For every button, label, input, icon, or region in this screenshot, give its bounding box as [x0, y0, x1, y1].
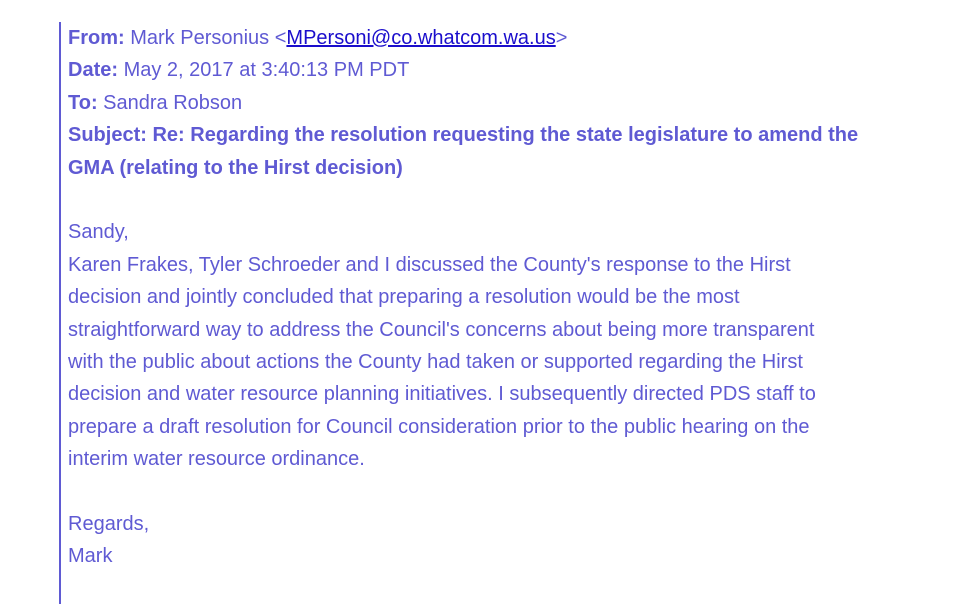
subject-line [68, 119, 908, 184]
body-spacer [68, 476, 928, 508]
from-close-bracket: > [555, 27, 568, 49]
date-line [68, 54, 928, 86]
header-spacer [68, 184, 928, 216]
from-line [68, 22, 928, 54]
from-open-bracket: < [274, 27, 287, 49]
closing: Regards, [68, 513, 150, 536]
quote-bar [59, 22, 61, 604]
body-line: straightforward way to address the Council's concerns about being more transparent [68, 318, 815, 341]
body-line: prepare a draft resolution for Council consideration prior to the public hearing on the [68, 415, 810, 438]
to-label: To: [68, 91, 98, 114]
email-message [68, 22, 928, 573]
subject-value: Re: Regarding the resolution requesting the state legislature to amend the GMA (relating to the Hirst decision) [68, 124, 859, 179]
from-label: From: [68, 27, 125, 49]
signature: Mark [68, 545, 113, 568]
date-label: Date: [68, 59, 119, 82]
body-line: Karen Frakes, Tyler Schroeder and I discussed the County's response to the Hirst [68, 253, 791, 276]
to-value: Sandra Robson [103, 91, 243, 114]
from-name: Mark Personius [130, 27, 270, 49]
body-line: interim water resource ordinance. [68, 448, 365, 471]
greeting: Sandy, [68, 221, 129, 244]
body-line: decision and water resource planning initiatives. I subsequently directed PDS staff to [68, 383, 816, 406]
body-line: decision and jointly concluded that preparing a resolution would be the most [68, 286, 740, 309]
from-email-link[interactable]: MPersoni@co.whatcom.wa.us [286, 27, 556, 49]
to-line [68, 87, 928, 119]
date-value: May 2, 2017 at 3:40:13 PM PDT [123, 59, 410, 82]
body-line: with the public about actions the County had taken or supported regarding the Hirst [68, 351, 803, 374]
subject-label: Subject: [68, 124, 147, 147]
